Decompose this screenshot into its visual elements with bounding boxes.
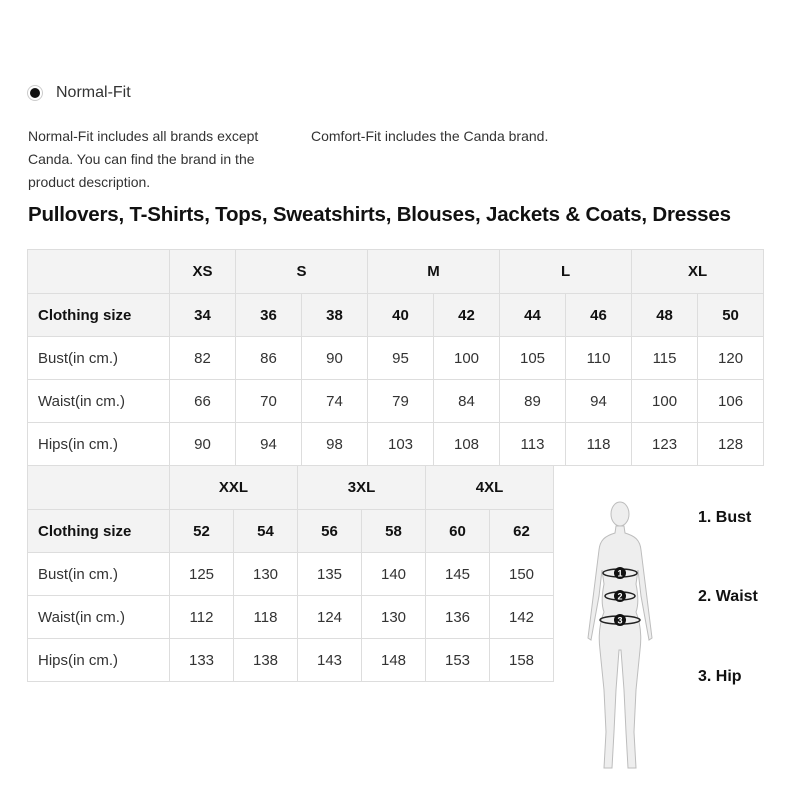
- category-heading: Pullovers, T-Shirts, Tops, Sweatshirts, Blouses, Jackets & Coats, Dresses: [28, 203, 731, 226]
- value-cell: 98: [302, 423, 368, 466]
- value-cell: 89: [500, 380, 566, 423]
- row-label: Waist(in cm.): [28, 596, 170, 639]
- size-cell: 54: [234, 510, 298, 553]
- size-cell: 58: [362, 510, 426, 553]
- empty-corner-cell: [28, 466, 170, 510]
- size-group-s: S: [236, 250, 368, 294]
- value-cell: 143: [298, 639, 362, 682]
- row-label: Hips(in cm.): [28, 423, 170, 466]
- value-cell: 113: [500, 423, 566, 466]
- comfort-fit-note: Comfort-Fit includes the Canda brand.: [311, 128, 549, 144]
- clothing-size-row: [28, 294, 764, 337]
- value-cell: 128: [698, 423, 764, 466]
- value-cell: 140: [362, 553, 426, 596]
- size-group-m: M: [368, 250, 500, 294]
- hips-row: [28, 639, 554, 682]
- size-cell: 48: [632, 294, 698, 337]
- size-cell: 62: [490, 510, 554, 553]
- value-cell: 86: [236, 337, 302, 380]
- size-cell: 50: [698, 294, 764, 337]
- value-cell: 124: [298, 596, 362, 639]
- value-cell: 112: [170, 596, 234, 639]
- value-cell: 138: [234, 639, 298, 682]
- fit-option-normal[interactable]: [30, 84, 131, 102]
- size-table-1: [27, 249, 764, 466]
- value-cell: 158: [490, 639, 554, 682]
- value-cell: 84: [434, 380, 500, 423]
- value-cell: 108: [434, 423, 500, 466]
- clothing-size-row: [28, 510, 554, 553]
- size-cell: 36: [236, 294, 302, 337]
- value-cell: 142: [490, 596, 554, 639]
- legend-waist: 2. Waist: [698, 588, 758, 605]
- value-cell: 100: [632, 380, 698, 423]
- clothing-size-label: Clothing size: [28, 294, 170, 337]
- size-group-l: L: [500, 250, 632, 294]
- value-cell: 90: [170, 423, 236, 466]
- value-cell: 94: [566, 380, 632, 423]
- value-cell: 105: [500, 337, 566, 380]
- value-cell: 145: [426, 553, 490, 596]
- value-cell: 150: [490, 553, 554, 596]
- value-cell: 94: [236, 423, 302, 466]
- radio-selected-icon[interactable]: [30, 88, 40, 98]
- value-cell: 106: [698, 380, 764, 423]
- row-label: Bust(in cm.): [28, 337, 170, 380]
- bust-row: [28, 337, 764, 380]
- value-cell: 100: [434, 337, 500, 380]
- size-cell: 44: [500, 294, 566, 337]
- figure-head: [611, 502, 629, 526]
- size-group-4xl: 4XL: [426, 466, 554, 510]
- value-cell: 125: [170, 553, 234, 596]
- marker-1-label: 1: [617, 568, 623, 579]
- size-cell: 52: [170, 510, 234, 553]
- value-cell: 136: [426, 596, 490, 639]
- size-group-row: [28, 466, 554, 510]
- clothing-size-label: Clothing size: [28, 510, 170, 553]
- value-cell: 133: [170, 639, 234, 682]
- row-label: Waist(in cm.): [28, 380, 170, 423]
- hips-row: [28, 423, 764, 466]
- fit-option-label: Normal-Fit: [56, 84, 131, 101]
- value-cell: 153: [426, 639, 490, 682]
- size-cell: 60: [426, 510, 490, 553]
- value-cell: 79: [368, 380, 434, 423]
- value-cell: 120: [698, 337, 764, 380]
- value-cell: 95: [368, 337, 434, 380]
- size-group-row: [28, 250, 764, 294]
- legend-hip: 3. Hip: [698, 668, 742, 685]
- row-label: Bust(in cm.): [28, 553, 170, 596]
- value-cell: 115: [632, 337, 698, 380]
- waist-row: [28, 380, 764, 423]
- value-cell: 123: [632, 423, 698, 466]
- value-cell: 130: [234, 553, 298, 596]
- value-cell: 103: [368, 423, 434, 466]
- legend-bust: 1. Bust: [698, 509, 752, 526]
- value-cell: 118: [234, 596, 298, 639]
- value-cell: 82: [170, 337, 236, 380]
- value-cell: 148: [362, 639, 426, 682]
- value-cell: 118: [566, 423, 632, 466]
- figure-body: [588, 526, 652, 768]
- size-group-xxl: XXL: [170, 466, 298, 510]
- size-group-3xl: 3XL: [298, 466, 426, 510]
- normal-fit-note: Normal-Fit includes all brands except Canda. You can find the brand in the product description.: [28, 128, 259, 190]
- empty-corner-cell: [28, 250, 170, 294]
- size-cell: 34: [170, 294, 236, 337]
- body-silhouette-figure: [560, 500, 670, 780]
- size-cell: 38: [302, 294, 368, 337]
- value-cell: 90: [302, 337, 368, 380]
- row-label: Hips(in cm.): [28, 639, 170, 682]
- size-table-2: [27, 465, 554, 682]
- size-group-xl: XL: [632, 250, 764, 294]
- size-cell: 46: [566, 294, 632, 337]
- value-cell: 110: [566, 337, 632, 380]
- marker-3-label: 3: [617, 615, 623, 626]
- size-cell: 42: [434, 294, 500, 337]
- size-cell: 56: [298, 510, 362, 553]
- size-cell: 40: [368, 294, 434, 337]
- size-group-xs: XS: [170, 250, 236, 294]
- value-cell: 130: [362, 596, 426, 639]
- marker-2-label: 2: [617, 591, 623, 602]
- bust-row: [28, 553, 554, 596]
- value-cell: 66: [170, 380, 236, 423]
- value-cell: 74: [302, 380, 368, 423]
- waist-row: [28, 596, 554, 639]
- value-cell: 135: [298, 553, 362, 596]
- value-cell: 70: [236, 380, 302, 423]
